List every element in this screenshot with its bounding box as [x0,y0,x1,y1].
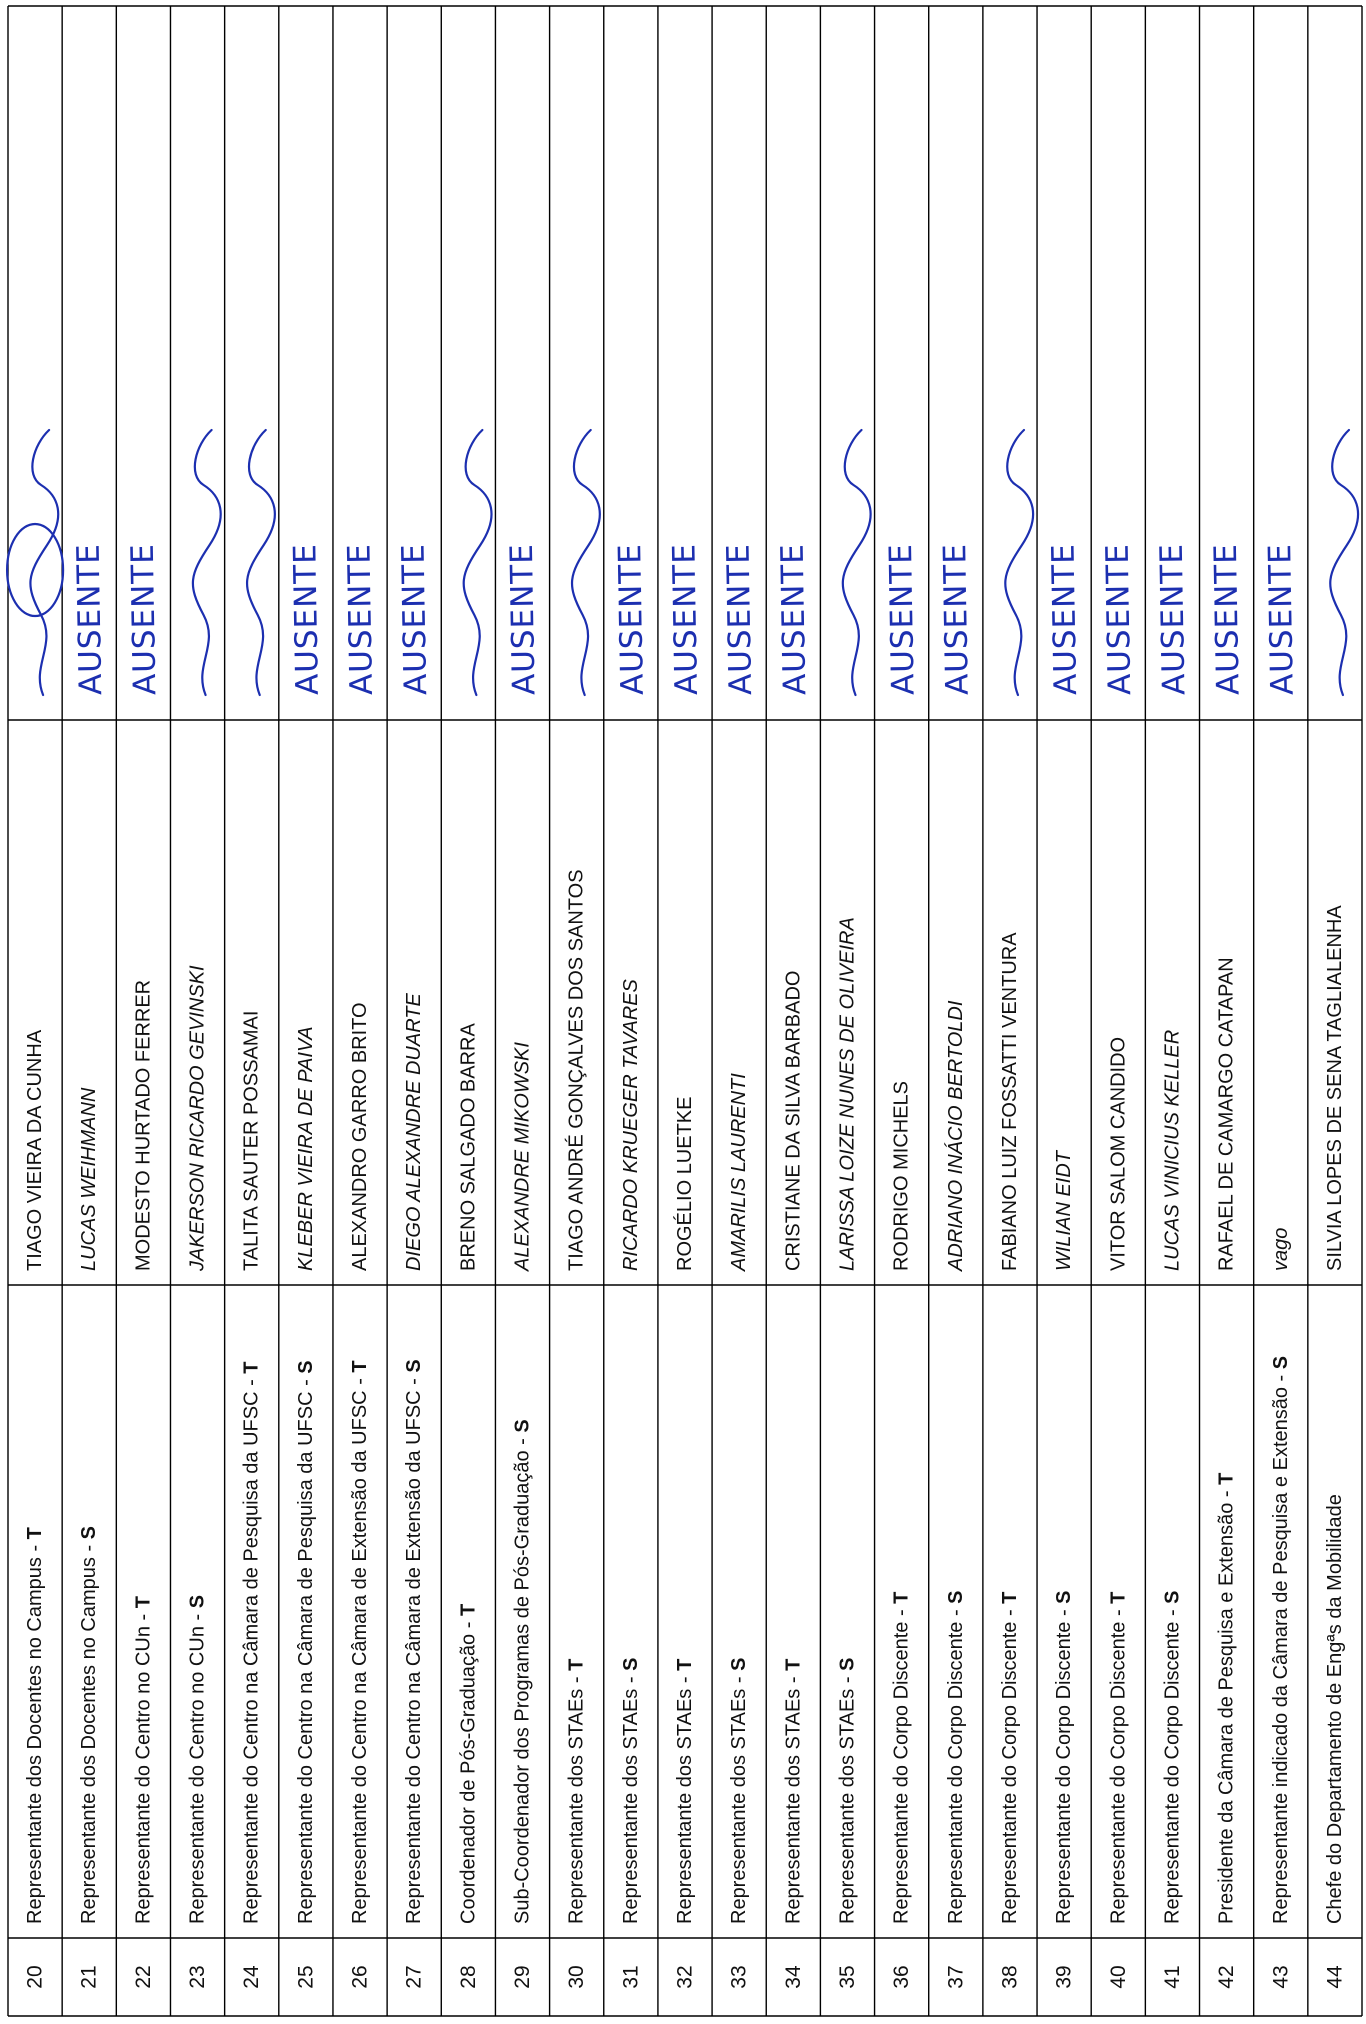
handwritten-signature [247,430,275,695]
role-label: Representante dos STAEs [836,1688,859,1924]
row-number: 34 [781,1965,805,1989]
member-name: LUCAS VINICIUS KELLER [1161,1029,1184,1271]
row-role [1324,1494,1346,1924]
row-number: 31 [619,1965,643,1989]
absence-note: AUSENTE [1099,542,1139,696]
role-label: Representante indicado da Câmara de Pesquisa e Extensão [1269,1386,1292,1924]
row-role [620,1658,642,1924]
absence-note: AUSENTE [1153,542,1193,696]
table-row [1045,543,1084,1989]
role-code: T [349,1360,372,1373]
member-name: KLEBER VIEIRA DE PAIVA [294,1026,317,1271]
absence-note: AUSENTE [395,542,435,696]
handwritten-signature [1330,430,1358,695]
table-row [883,543,922,1989]
table-row [287,543,326,1989]
role-label: Representante dos STAEs [565,1688,588,1924]
role-code: S [944,1590,967,1604]
member-name: CRISTIANE DA SILVA BARBADO [782,970,805,1271]
role-label: Sub-Coordenador dos Programas de Pós-Graduação [511,1450,534,1924]
role-label: Representante do Centro na Câmara de Pesquisa da UFSC [240,1391,263,1924]
absence-note: AUSENTE [937,542,976,696]
table-row [998,430,1033,1989]
role-dash: - [24,1539,47,1558]
role-dash: - [240,1373,263,1392]
role-code: S [1269,1355,1292,1370]
row-role [512,1419,534,1924]
row-role [891,1592,913,1924]
member-name: DIEGO ALEXANDRE DUARTE [403,993,426,1271]
row-role [1270,1356,1292,1924]
absence-note: AUSENTE [341,542,381,696]
row-role [836,1658,858,1924]
member-name: RAFAEL DE CAMARGO CATAPAN [1215,957,1238,1271]
row-number: 27 [402,1965,426,1989]
row-role [782,1659,804,1924]
table-row [1154,543,1193,1989]
role-code: T [674,1658,696,1671]
role-code: S [1053,1590,1076,1604]
table-row [24,430,59,1989]
role-dash: - [511,1432,534,1451]
role-code: S [294,1360,317,1374]
role-label: Representante do Centro na Câmara de Pesquisa da UFSC [294,1391,317,1924]
absence-note: AUSENTE [666,542,705,696]
role-label: Coordenador de Pós-Graduação [457,1633,480,1924]
table-row [565,430,600,1989]
member-name: vago [1269,1227,1292,1271]
row-number: 39 [1052,1965,1076,1989]
row-number: 29 [511,1965,535,1989]
row-number: 37 [944,1965,968,1989]
role-dash: - [294,1373,317,1392]
role-code: T [24,1527,47,1540]
table-row [457,430,492,1989]
table-row [396,543,435,1989]
role-code: S [186,1594,209,1609]
table-row [1262,543,1301,1989]
absence-note: AUSENTE [1045,542,1085,696]
role-dash: - [403,1372,426,1391]
row-number: 35 [835,1965,859,1989]
member-name: BRENO SALGADO BARRA [457,1023,480,1271]
row-role [403,1359,425,1924]
role-code: S [1161,1590,1184,1604]
absence-note: AUSENTE [720,542,760,696]
member-name: ALEXANDRO GARRO BRITO [349,1002,372,1271]
handwritten-signature [193,430,221,695]
role-dash: - [890,1603,913,1622]
role-code: S [511,1419,534,1433]
row-role [349,1360,371,1924]
member-name: JAKERSON RICARDO GEVINSKI [186,965,209,1271]
row-number: 38 [998,1965,1022,1989]
member-name: LUCAS WEIHMANN [78,1087,101,1271]
row-number: 36 [890,1965,914,1989]
role-code: S [619,1657,642,1671]
row-number: 25 [294,1965,318,1989]
member-name: ROGÉLIO LUETKE [674,1096,696,1271]
handwritten-signature [572,430,600,695]
role-label: Representante do Corpo Discente [1053,1621,1076,1924]
role-dash: - [836,1670,859,1689]
role-dash: - [782,1670,805,1689]
absence-note: AUSENTE [612,542,651,696]
role-code: T [132,1596,155,1609]
role-dash: - [132,1608,155,1627]
table-row [612,543,651,1989]
row-role [132,1596,154,1924]
row-role [674,1659,696,1924]
absence-note: AUSENTE [774,542,814,696]
row-number: 26 [348,1965,372,1989]
role-dash: - [1053,1603,1076,1622]
role-code: T [457,1603,480,1617]
role-dash: - [1215,1484,1238,1503]
role-dash: - [1161,1603,1184,1622]
member-name: LARISSA LOIZE NUNES DE OLIVEIRA [836,917,859,1271]
row-role [728,1658,750,1924]
role-label: Representante do Corpo Discente [944,1621,967,1924]
absence-note: AUSENTE [1262,542,1301,696]
role-label: Representante do Centro no CUn [186,1626,209,1924]
row-number: 43 [1269,1965,1293,1989]
role-label: Representante do Corpo Discente [890,1621,913,1924]
table-row [504,543,543,1989]
table-row [341,543,380,1989]
role-label: Representante do Corpo Discente [1107,1621,1130,1924]
row-role [1161,1590,1183,1924]
role-label: Representante dos Docentes no Campus [24,1557,47,1924]
table-row [1100,543,1139,1989]
role-label: Representante dos STAEs [782,1688,805,1924]
role-code: S [403,1359,426,1373]
role-label: Presidente da Câmara de Pesquisa e Extensão [1215,1502,1238,1924]
row-number: 33 [727,1965,751,1989]
role-dash: - [1269,1369,1292,1387]
row-role [187,1595,209,1924]
role-dash: - [674,1670,696,1689]
role-dash: - [457,1616,480,1634]
handwritten-signature [1005,430,1033,695]
handwritten-signature [464,430,492,695]
role-label: Representante dos STAEs [728,1688,751,1924]
row-number: 41 [1160,1965,1184,1989]
role-dash: - [998,1603,1021,1622]
role-label: Representante do Centro na Câmara de Extensão da UFSC [349,1390,372,1924]
role-code: T [890,1591,913,1604]
handwritten-signature [30,430,58,695]
member-name: RICARDO KRUEGER TAVARES [619,979,642,1271]
table-row [1208,543,1247,1989]
role-label: Representante dos STAEs [619,1688,642,1924]
row-role [1107,1592,1129,1924]
table-row [666,543,705,1989]
row-number: 21 [77,1965,101,1989]
row-role [24,1527,46,1924]
row-role [945,1590,967,1924]
role-code: S [836,1657,859,1671]
absence-note: AUSENTE [503,542,543,696]
member-name: TIAGO VIEIRA DA CUNHA [24,1029,47,1271]
role-label: Representante dos Docentes no Campus [78,1557,101,1924]
table-row [186,430,221,1989]
member-name: TIAGO ANDRÉ GONÇALVES DOS SANTOS [565,869,588,1271]
row-number: 24 [240,1965,264,1989]
member-name: ALEXANDRE MIKOWSKI [511,1042,534,1271]
role-dash: - [944,1603,967,1622]
role-code: S [78,1525,101,1540]
member-name: MODESTO HURTADO FERRER [132,979,155,1271]
absence-note: AUSENTE [882,542,922,696]
row-number: 20 [23,1965,47,1989]
row-role [999,1592,1021,1924]
role-dash: - [349,1372,372,1391]
handwritten-signature [843,430,871,695]
role-dash: - [186,1608,209,1627]
table-row [125,543,164,1989]
role-code: T [782,1658,805,1671]
absence-note: AUSENTE [287,542,326,696]
role-code: T [1215,1472,1238,1485]
role-code: T [565,1658,588,1671]
row-role [241,1361,263,1924]
role-label: Representante do Centro na Câmara de Extensão da UFSC [403,1390,426,1924]
row-number: 42 [1215,1965,1239,1989]
role-dash: - [619,1670,642,1689]
table-row [937,543,976,1989]
absence-note: AUSENTE [70,542,110,696]
table-row [71,543,110,1989]
role-label: Representante dos STAEs [674,1688,696,1924]
role-label: Representante do Corpo Discente [1161,1621,1184,1924]
member-name: FABIANO LUIZ FOSSATTI VENTURA [998,932,1021,1271]
row-role [1216,1473,1238,1924]
role-code: S [728,1657,751,1671]
role-code: T [1107,1591,1130,1604]
row-role [78,1526,100,1924]
role-code: T [240,1361,263,1374]
row-number: 44 [1323,1965,1347,1989]
role-label: Representante do Centro no CUn [132,1626,155,1924]
row-role [1053,1590,1075,1924]
member-name: RODRIGO MICHELS [890,1080,913,1271]
table-row [775,543,814,1989]
table-row [836,430,871,1989]
row-number: 23 [186,1965,210,1989]
row-number: 40 [1106,1965,1130,1989]
member-name: TALITA SAUTER POSSAMAI [240,1010,263,1271]
row-number: 22 [131,1965,155,1989]
row-number: 30 [565,1965,589,1989]
role-dash: - [565,1670,588,1689]
member-name: ADRIANO INÁCIO BERTOLDI [944,1000,967,1271]
row-number: 32 [673,1965,697,1989]
row-role [566,1659,588,1924]
role-dash: - [728,1670,751,1689]
role-label: Representante do Corpo Discente [998,1621,1021,1924]
role-dash: - [1107,1603,1130,1622]
member-name: VITOR SALOM CANDIDO [1107,1036,1130,1271]
row-number: 28 [456,1965,480,1989]
absence-note: AUSENTE [124,542,164,696]
table-row [1323,430,1358,1989]
member-name: SILVIA LOPES DE SENA TAGLIALENHA [1323,905,1346,1271]
role-label: Chefe do Departamento de Engªs da Mobilidade [1323,1494,1346,1924]
row-role [457,1604,479,1924]
member-name: AMARILIS LAURENTI [728,1073,751,1271]
absence-note: AUSENTE [1207,542,1247,696]
role-code: T [998,1591,1021,1604]
table-row [721,543,760,1989]
row-role [295,1360,317,1924]
table-row [240,430,275,1989]
role-dash: - [78,1539,101,1558]
member-name: WILIAN EIDT [1053,1150,1076,1271]
